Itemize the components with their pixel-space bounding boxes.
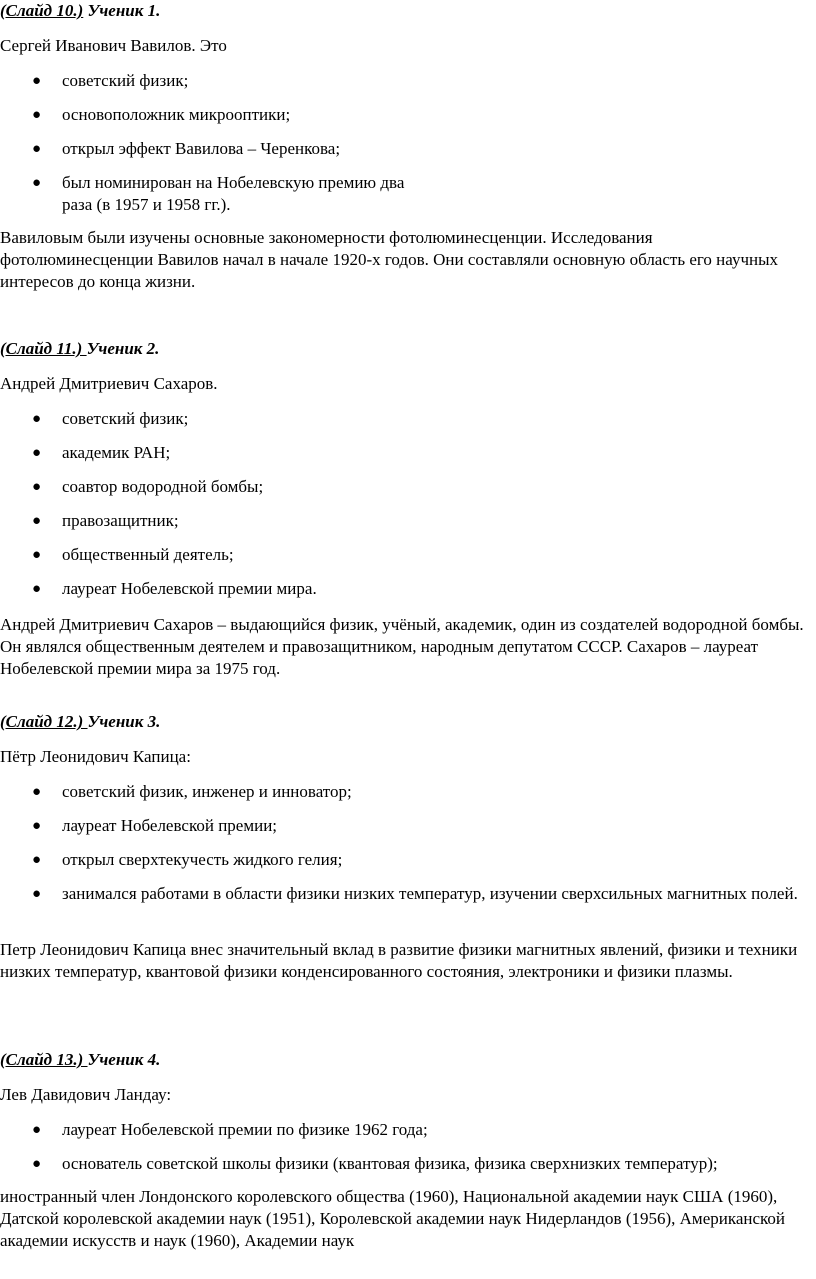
fact-list (0, 408, 700, 600)
list-item: ● основоположник микрооптики; (32, 105, 291, 124)
list-item: ● лауреат Нобелевской премии; (32, 816, 278, 835)
section-header (0, 0, 160, 22)
bullet-icon: ● (32, 73, 42, 89)
list-item: ● правозащитник; (32, 511, 179, 530)
list-item: ● советский физик; (32, 409, 189, 428)
bullet-icon: ● (32, 513, 42, 529)
bullet-icon: ● (32, 479, 42, 495)
section-header (0, 338, 159, 360)
student-label: Ученик 2. (86, 339, 160, 358)
bullet-icon: ● (32, 886, 42, 902)
list-item: ● общественный деятель; (32, 545, 234, 564)
student-label: Ученик 4. (87, 1050, 161, 1069)
list-item: ● занимался работами в области физики низких температур, изучении сверхсильных магнитных полей. (32, 884, 798, 903)
student-label: Ученик 1. (83, 1, 161, 20)
biography-paragraph: Петр Леонидович Капица внес значительный вклад в развитие физики магнитных явлений, физики и техники низких температур, квантовой физики конденсированного состояния, электроники и физики плазмы. (0, 940, 798, 981)
bullet-icon: ● (32, 852, 42, 868)
student-label: Ученик 3. (87, 712, 161, 731)
list-item: ● лауреат Нобелевской премии по физике 1962 года; (32, 1120, 428, 1139)
bullet-icon: ● (32, 1156, 42, 1172)
fact-list (0, 70, 430, 216)
list-item: ● открыл сверхтекучесть жидкого гелия; (32, 850, 343, 869)
slide-reference: (Слайд 13.) (0, 1050, 88, 1069)
biography-paragraph: иностранный член Лондонского королевского общества (1960), Национальной академии наук США (1960), Датской королевской академии наук (1951), Королевской академии наук Нидерландов (1956), Американской академии искусств и наук (1960), Академии наук (0, 1187, 786, 1250)
section-header (0, 1049, 160, 1071)
person-intro: Пётр Леонидович Капица: (0, 747, 191, 766)
bullet-icon: ● (32, 175, 42, 191)
person-intro: Лев Давидович Ландау: (0, 1085, 172, 1104)
fact-list (0, 1119, 812, 1175)
bullet-icon: ● (32, 581, 42, 597)
bullet-icon: ● (32, 107, 42, 123)
slide-reference: (Слайд 12.) (0, 712, 88, 731)
list-item: ● был номинирован на Нобелевскую премию два раза (в 1957 и 1958 гг.). (32, 173, 405, 214)
list-item: ● советский физик, инженер и инноватор; (32, 782, 352, 801)
person-intro: Андрей Дмитриевич Сахаров. (0, 374, 218, 393)
bullet-icon: ● (32, 547, 42, 563)
bullet-icon: ● (32, 818, 42, 834)
list-item: ● советский физик; (32, 71, 189, 90)
person-intro: Сергей Иванович Вавилов. Это (0, 36, 227, 55)
list-item: ● соавтор водородной бомбы; (32, 477, 264, 496)
fact-list (0, 781, 812, 905)
section-header (0, 711, 160, 733)
bullet-icon: ● (32, 411, 42, 427)
bullet-icon: ● (32, 141, 42, 157)
list-item: ● лауреат Нобелевской премии мира. (32, 579, 317, 598)
list-item: ● открыл эффект Вавилова – Черенкова; (32, 139, 341, 158)
list-item: ● академик РАН; (32, 443, 171, 462)
list-item: ● основатель советской школы физики (квантовая физика, физика сверхнизких температур); (32, 1154, 718, 1173)
bullet-icon: ● (32, 784, 42, 800)
biography-paragraph: Андрей Дмитриевич Сахаров – выдающийся физик, учёный, академик, один из создателей водородной бомбы. Он являлся общественным деятелем и правозащитником, народным депутатом СССР. Сахаров – лауреат Нобелевской премии мира за 1975 год. (0, 615, 804, 678)
slide-reference: (Слайд 10.) (0, 1, 84, 20)
slide-reference: (Слайд 11.) (0, 339, 87, 358)
bullet-icon: ● (32, 445, 42, 461)
bullet-icon: ● (32, 1122, 42, 1138)
biography-paragraph: Вавиловым были изучены основные закономерности фотолюминесценции. Исследования фотолюминесценции Вавилов начал в начале 1920-х годов. Они составляли основную область его научных интересов до конца жизни. (0, 228, 779, 291)
